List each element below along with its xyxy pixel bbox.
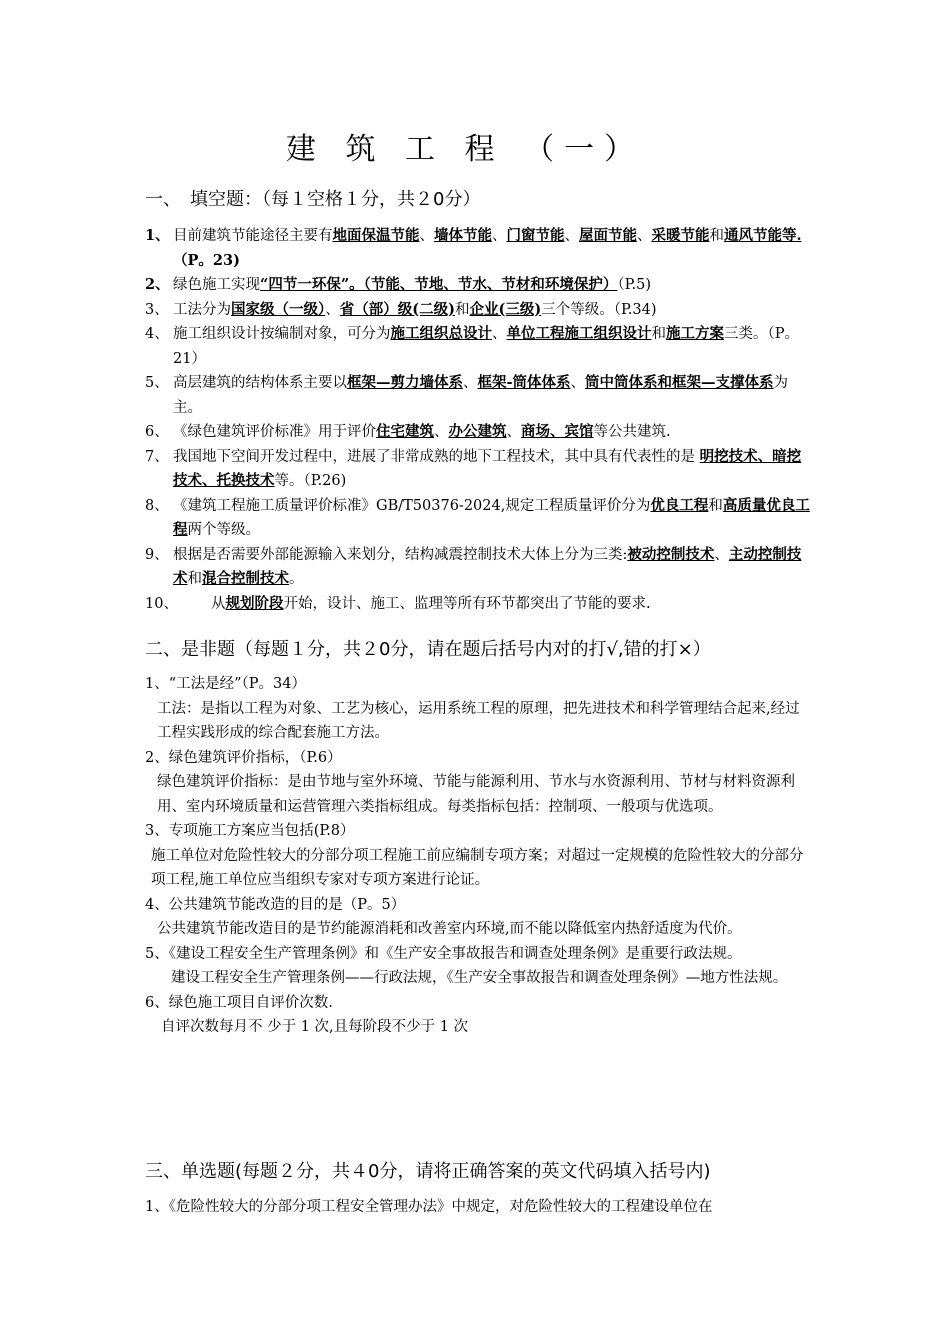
question-item [145, 273, 813, 298]
question-line: 1、《危险性较大的分部分项工程安全管理办法》中规定，对危险性较大的工程建设单位在 [145, 1199, 713, 1215]
answer-text: 通风节能等. [724, 227, 802, 244]
question-number: 6、 [145, 424, 169, 440]
question-number: 9、 [145, 546, 169, 563]
question-item [145, 445, 813, 494]
question-text: 工法分为 [173, 301, 231, 318]
question-item [145, 543, 813, 592]
question-number: 3、 [145, 301, 169, 318]
question-text: 根据是否需要外部能源输入来划分，结构减震控制技术大体上分为三类: [173, 546, 628, 563]
question-number: 5、 [145, 375, 169, 391]
answer-paragraph: 施工单位对危险性较大的分部分项工程施工前应编制专项方案；对超过一定规模的危险性较大的分部分项工程,施工单位应当组织专家对专项方案进行论证。 [151, 847, 804, 888]
question-item [145, 298, 813, 323]
question-text: 两个等级。 [187, 522, 260, 538]
answer-text: 框架-筒体体系 [477, 374, 571, 391]
answer-paragraph: 建设工程安全生产管理条例——行政法规，《生产安全事故报告和调查处理条例》—地方性法规。 [171, 970, 788, 986]
question-item [145, 420, 813, 445]
question-text: 三个等级。（P.34) [541, 301, 657, 318]
question-text: 、 [506, 424, 521, 440]
question-number: 2、 [145, 276, 170, 293]
question-text: 、 [637, 228, 652, 244]
question-text: 、 [564, 228, 579, 244]
section2-heading: 二、是非题（每题１分，共２0分，请在题后括号内对的打√,错的打×） [145, 639, 711, 660]
question-item [145, 371, 813, 420]
question-text: 、 [325, 301, 340, 318]
question-text: 、 [419, 228, 434, 244]
section3-body [145, 1195, 813, 1220]
question-text: 施工组织设计按编制对象，可分为 [173, 326, 391, 342]
question-number: 8、 [145, 497, 169, 514]
section3-heading: 三、单选题(每题２分，共４0分，请将正确答案的英文代码填入括号内) [145, 1161, 711, 1182]
answer-text: 筒中筒体系和框架—支撑体系 [585, 374, 774, 391]
section1-heading: 一、 填空题：（每１空格１分，共２0分） [145, 189, 481, 210]
question-number: 7、 [145, 448, 169, 465]
question-text: 、 [570, 375, 586, 391]
answer-text: 门窗节能 [506, 227, 565, 244]
question-text: 、 [492, 228, 507, 244]
answer-text: 省（部）级(二级) [339, 300, 455, 318]
question-item [145, 322, 813, 371]
question-number: 4、 [145, 326, 169, 342]
question-text: （P。23) [173, 251, 240, 269]
question-text: 等。（P.26) [274, 473, 347, 489]
section2-body [145, 672, 813, 1040]
answer-text: 施工方案 [666, 325, 724, 342]
answer-paragraph: 公共建筑节能改造目的是节约能源消耗和改善室内环境,而不能以降低室内热舒适度为代价。 [157, 921, 742, 937]
answer-text: 被动控制技术 [627, 545, 715, 563]
answer-text: 住宅建筑 [376, 423, 434, 440]
question-text: 从 [211, 595, 226, 612]
answer-text: “四节一环保”。（节能、节地、节水、节材和环境保护） [260, 276, 618, 293]
question-text: 三类。（P。21） [173, 326, 800, 367]
answer-text: 国家级（一级） [231, 300, 326, 318]
answer-text: 优良工程 [650, 496, 709, 514]
answer-text: 地面保温节能 [332, 227, 420, 244]
question-line: 2、绿色建筑评价指标，（P.6） [145, 749, 342, 766]
question-item [145, 224, 813, 273]
question-text: 和 [454, 301, 470, 318]
answer-text: 墙体节能 [434, 227, 492, 244]
answer-text: 企业(三级) [469, 300, 542, 318]
question-text: 和 [708, 497, 723, 514]
question-text: 等公共建筑. [593, 424, 671, 440]
question-text: 和 [187, 571, 202, 587]
question-text: 和 [651, 326, 666, 342]
answer-paragraph: 绿色建筑评价指标：是由节地与室外环境、节能与能源利用、节水与水资源利用、节材与材料资源利用、室内环境质量和运营管理六类指标组成。每类指标包括：控制项、一般项与优选项。 [157, 774, 795, 815]
question-text: 我国地下空间开发过程中，进展了非常成熟的地下工程技术，其中具有代表性的是 [173, 448, 700, 465]
question-line: 3、专项施工方案应当包括(P.8） [145, 823, 355, 839]
question-text: 高层建筑的结构体系主要以 [173, 375, 347, 391]
question-number: 1、 [145, 227, 170, 244]
answer-text: 商场、宾馆 [521, 423, 594, 440]
question-text: 、 [492, 326, 507, 342]
question-line: 4、公共建筑节能改造的目的是（P。5） [145, 896, 406, 913]
question-text: 。 [289, 571, 304, 587]
answer-paragraph: 自评次数每月不 少于 1 次,且每阶段不少于 1 次 [161, 1019, 469, 1035]
question-text: 、 [463, 375, 478, 391]
question-text: 《建筑工程施工质量评价标准》GB/T50376-2024,规定工程质量评价分为 [173, 497, 651, 514]
answer-text: 规划阶段 [225, 594, 284, 612]
question-text: 、 [714, 546, 729, 563]
question-text: 和 [709, 228, 724, 244]
question-line: 6、绿色施工项目自评价次数. [145, 994, 333, 1011]
question-text: 绿色施工实现 [173, 277, 260, 293]
question-line: 1、“工法是经”（P。34） [145, 676, 307, 692]
answer-text: 混合控制技术 [202, 570, 289, 587]
question-text: 《绿色建筑评价标准》用于评价 [173, 424, 376, 440]
question-text: （P.5) [617, 277, 651, 293]
document-title: 建 筑 工 程 （一） [285, 132, 645, 167]
question-line: 5、《建设工程安全生产管理条例》和《生产安全事故报告和调查处理条例》是重要行政法规。 [145, 945, 742, 962]
answer-text: 高质量优良工程 [173, 496, 810, 538]
answer-paragraph: 工法：是指以工程为对象、工艺为核心，运用系统工程的原理，把先进技术和科学管理结合起来,经过工程实践形成的综合配套施工方法。 [157, 700, 800, 741]
answer-text: 屋面节能 [579, 227, 637, 244]
question-number: 10、 [145, 595, 178, 612]
question-text: 为主。 [173, 375, 789, 416]
question-text: 开始，设计、施工、监理等所有环节都突出了节能的要求. [283, 595, 651, 612]
answer-text: 施工组织总设计 [390, 325, 492, 342]
question-text: 、 [434, 424, 449, 440]
answer-text: 框架—剪力墙体系 [347, 374, 463, 391]
question-item [145, 592, 813, 617]
answer-text: 采暖节能 [651, 227, 710, 244]
answer-text: 主动控制技术 [173, 545, 802, 587]
question-text: 目前建筑节能途径主要有 [173, 228, 333, 244]
answer-text: 明挖技术、暗挖技术、托换技术 [173, 447, 802, 489]
answer-text: 办公建筑 [448, 423, 507, 440]
section1-list [145, 224, 813, 616]
answer-text: 单位工程施工组织设计 [506, 325, 652, 342]
question-item [145, 494, 813, 543]
